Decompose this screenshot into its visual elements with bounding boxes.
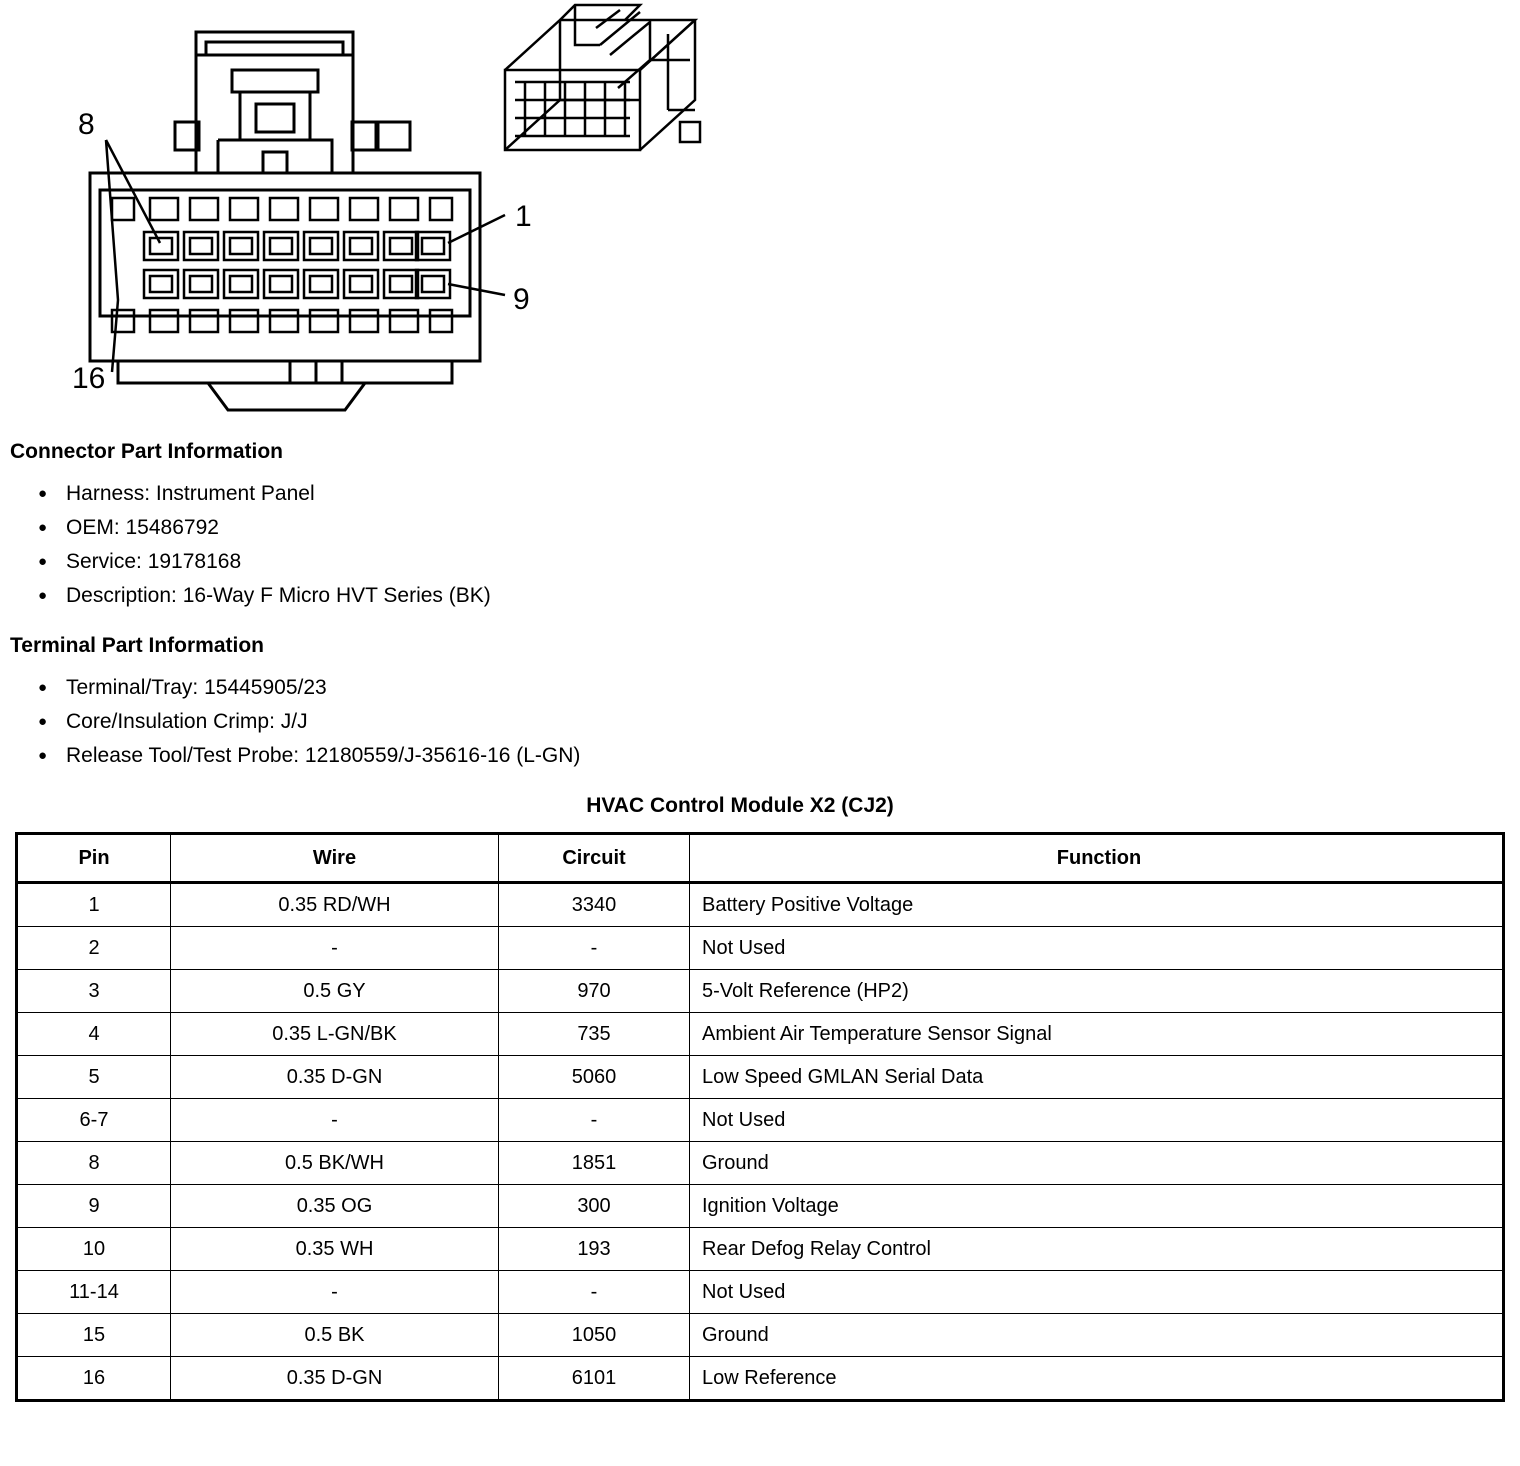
cell-circuit: -: [499, 1099, 690, 1142]
cell-circuit: 3340: [499, 883, 690, 927]
cell-pin: 3: [17, 970, 171, 1013]
list-item: ● OEM: 15486792: [10, 512, 1520, 544]
connector-part-information-list: [10, 478, 1520, 612]
cell-function: Not Used: [690, 927, 1504, 970]
table-row: [17, 1013, 1504, 1056]
cell-circuit: -: [499, 927, 690, 970]
cell-pin: 1: [17, 883, 171, 927]
callout-pin-1: 1: [515, 200, 532, 233]
cell-pin: 5: [17, 1056, 171, 1099]
cell-wire: 0.35 WH: [171, 1228, 499, 1271]
cell-function: Ground: [690, 1314, 1504, 1357]
cell-pin: 4: [17, 1013, 171, 1056]
cell-circuit: 193: [499, 1228, 690, 1271]
column-header-function: Function: [690, 834, 1504, 883]
table-row: [17, 970, 1504, 1013]
cell-wire: 0.5 BK/WH: [171, 1142, 499, 1185]
cell-circuit: 5060: [499, 1056, 690, 1099]
cell-function: Ground: [690, 1142, 1504, 1185]
cell-function: 5-Volt Reference (HP2): [690, 970, 1504, 1013]
cell-wire: 0.35 D-GN: [171, 1357, 499, 1401]
connector-drawing: [0, 0, 1520, 440]
cell-wire: -: [171, 1271, 499, 1314]
callout-pin-8: 8: [78, 108, 95, 141]
table-row: [17, 1271, 1504, 1314]
callout-pin-16: 16: [72, 362, 106, 395]
list-item: ● Core/Insulation Crimp: J/J: [10, 706, 1520, 738]
cell-function: Low Speed GMLAN Serial Data: [690, 1056, 1504, 1099]
pinout-table: [15, 832, 1505, 1402]
cell-wire: 0.35 D-GN: [171, 1056, 499, 1099]
table-row: [17, 883, 1504, 927]
cell-pin: 15: [17, 1314, 171, 1357]
cell-wire: -: [171, 1099, 499, 1142]
table-row: [17, 1056, 1504, 1099]
cell-circuit: 1050: [499, 1314, 690, 1357]
table-row: [17, 1357, 1504, 1401]
table-header-row: [17, 834, 1504, 883]
list-item: ● Terminal/Tray: 15445905/23: [10, 672, 1520, 704]
table-row: [17, 1314, 1504, 1357]
column-header-wire: Wire: [171, 834, 499, 883]
list-item: ● Service: 19178168: [10, 546, 1520, 578]
pinout-table-title: HVAC Control Module X2 (CJ2): [586, 794, 894, 817]
table-row: [17, 1142, 1504, 1185]
terminal-part-information-section: [10, 634, 1520, 772]
callout-pin-9: 9: [513, 283, 530, 316]
list-item: ● Release Tool/Test Probe: 12180559/J-35616-16 (L-GN): [10, 740, 1520, 772]
cell-pin: 16: [17, 1357, 171, 1401]
pinout-table-head: [17, 834, 1504, 883]
cell-circuit: -: [499, 1271, 690, 1314]
cell-function: Not Used: [690, 1271, 1504, 1314]
table-row: [17, 927, 1504, 970]
cell-wire: 0.35 L-GN/BK: [171, 1013, 499, 1056]
cell-circuit: 735: [499, 1013, 690, 1056]
cell-function: Battery Positive Voltage: [690, 883, 1504, 927]
cell-wire: -: [171, 927, 499, 970]
cell-function: Low Reference: [690, 1357, 1504, 1401]
cell-wire: 0.5 BK: [171, 1314, 499, 1357]
table-row: [17, 1228, 1504, 1271]
cell-circuit: 1851: [499, 1142, 690, 1185]
cell-pin: 10: [17, 1228, 171, 1271]
list-item: ● Harness: Instrument Panel: [10, 478, 1520, 510]
cell-wire: 0.35 RD/WH: [171, 883, 499, 927]
cell-wire: 0.35 OG: [171, 1185, 499, 1228]
cell-circuit: 6101: [499, 1357, 690, 1401]
pinout-table-body: [17, 883, 1504, 1401]
cell-function: Rear Defog Relay Control: [690, 1228, 1504, 1271]
cell-pin: 6-7: [17, 1099, 171, 1142]
cell-pin: 9: [17, 1185, 171, 1228]
cell-circuit: 970: [499, 970, 690, 1013]
connector-illustration: [0, 0, 1520, 440]
cell-pin: 2: [17, 927, 171, 970]
cell-wire: 0.5 GY: [171, 970, 499, 1013]
cell-pin: 11-14: [17, 1271, 171, 1314]
terminal-part-information-list: [10, 672, 1520, 772]
cell-circuit: 300: [499, 1185, 690, 1228]
column-header-circuit: Circuit: [499, 834, 690, 883]
cell-function: Ignition Voltage: [690, 1185, 1504, 1228]
list-item: ● Description: 16-Way F Micro HVT Series (BK): [10, 580, 1520, 612]
table-row: [17, 1099, 1504, 1142]
table-row: [17, 1185, 1504, 1228]
terminal-part-information-title: Terminal Part Information: [10, 634, 264, 657]
connector-part-information-title: Connector Part Information: [10, 440, 284, 463]
cell-function: Not Used: [690, 1099, 1504, 1142]
cell-function: Ambient Air Temperature Sensor Signal: [690, 1013, 1504, 1056]
cell-pin: 8: [17, 1142, 171, 1185]
connector-part-information-section: [10, 440, 1520, 612]
column-header-pin: Pin: [17, 834, 171, 883]
